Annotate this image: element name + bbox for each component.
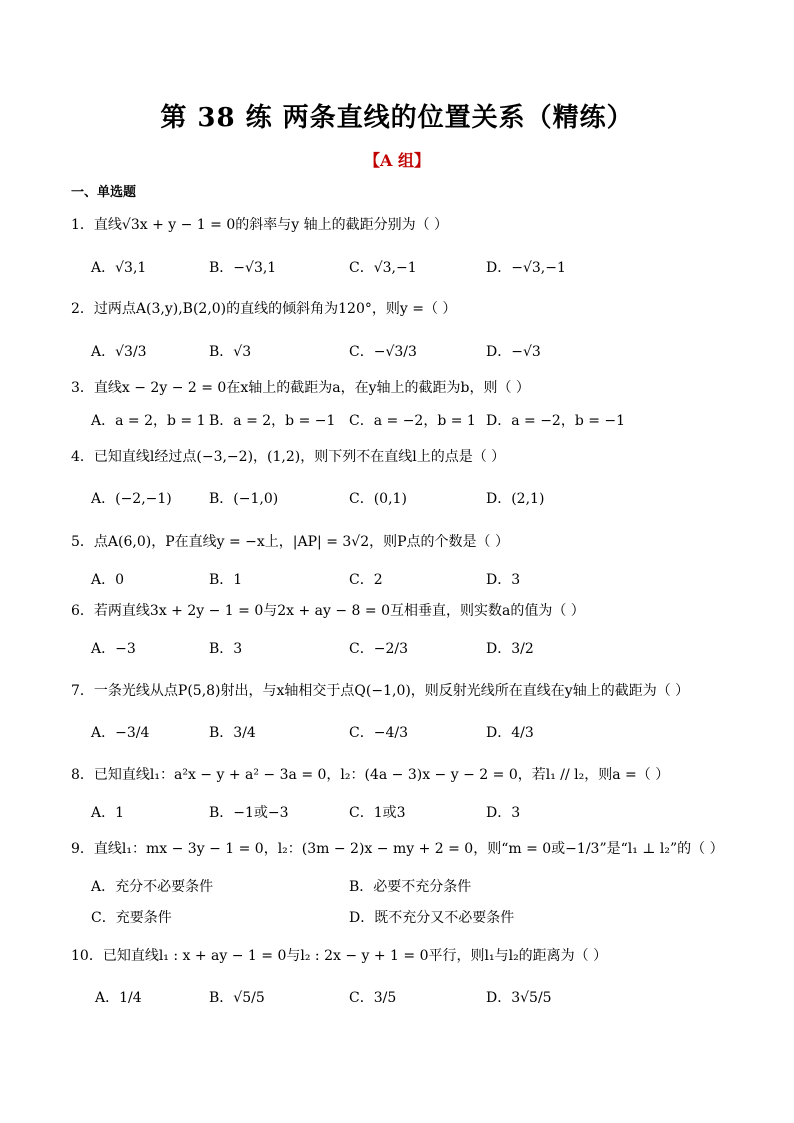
q1-option-b: B．−√3,1 (209, 260, 277, 276)
question-3-stem: 3．直线x − 2y − 2 = 0在x轴上的截距为a，在y轴上的截距为b，则（ ） (71, 380, 530, 396)
question-8-stem: 8．已知直线l₁：a²x − y + a² − 3a = 0，l₂：(4a − 3)x − y − 2 = 0，若l₁ // l₂，则a =（ ） (71, 767, 670, 783)
q2-option-a: A．√3/3 (91, 344, 147, 360)
page-title: 第 38 练 两条直线的位置关系（精练） (160, 103, 634, 133)
q6-option-b: B．3 (209, 641, 243, 657)
q10-option-c: C．3/5 (349, 990, 397, 1006)
q7-option-c: C．−4/3 (349, 725, 408, 741)
section-heading: 一、单选题 (71, 185, 137, 200)
q3-option-a: A．a = 2，b = 1 (91, 413, 206, 429)
question-6-stem: 6．若两直线3x + 2y − 1 = 0与2x + ay − 8 = 0互相垂直，则实数a的值为（ ） (71, 603, 585, 619)
q1-option-c: C．√3,−1 (349, 260, 417, 276)
q7-option-b: B．3/4 (209, 725, 256, 741)
q8-option-b: B．−1或−3 (209, 805, 289, 821)
q8-option-c: C．1或3 (349, 805, 406, 821)
q7-option-a: A．−3/4 (91, 725, 150, 741)
q4-option-b: B．(−1,0) (209, 491, 279, 507)
question-1-stem: 1．直线√3x + y − 1 = 0的斜率与y 轴上的截距分别为（ ） (71, 217, 449, 233)
q9-option-b: B．必要不充分条件 (349, 879, 472, 895)
q10-option-d: D．3√5/5 (486, 990, 552, 1006)
question-7-stem: 7．一条光线从点P(5,8)射出，与x轴相交于点Q(−1,0)，则反射光线所在直线在y轴上的截距为（ ） (71, 683, 690, 699)
q5-option-b: B．1 (209, 572, 243, 588)
q7-option-d: D．4/3 (486, 725, 534, 741)
q5-option-a: A．0 (91, 572, 125, 588)
question-9-stem: 9．直线l₁：mx − 3y − 1 = 0，l₂：(3m − 2)x − my + 2 = 0，则“m = 0或−1/3”是“l₁ ⊥ l₂”的（ ） (71, 841, 724, 857)
q10-option-a: A．1/4 (95, 990, 142, 1006)
q10-option-b: B．√5/5 (209, 990, 265, 1006)
question-10-stem: 10．已知直线l₁ : x + ay − 1 = 0与l₂ : 2x − y + 1 = 0平行，则l₁与l₂的距离为（ ） (71, 948, 608, 964)
q9-option-c: C．充要条件 (91, 910, 172, 926)
q9-option-a: A．充分不必要条件 (91, 879, 214, 895)
question-2-stem: 2．过两点A(3,y),B(2,0)的直线的倾斜角为120°，则y =（ ） (71, 301, 457, 317)
q5-option-d: D．3 (486, 572, 521, 588)
q6-option-d: D．3/2 (486, 641, 534, 657)
q2-option-c: C．−√3/3 (349, 344, 417, 360)
q5-option-c: C．2 (349, 572, 383, 588)
q4-option-d: D．(2,1) (486, 491, 545, 507)
question-5-stem: 5．点A(6,0)，P在直线y = −x上，|AP| = 3√2，则P点的个数是（ ） (71, 534, 509, 550)
q9-option-d: D．既不充分又不必要条件 (349, 910, 515, 926)
q3-option-b: B．a = 2，b = −1 (209, 413, 336, 429)
q1-option-a: A．√3,1 (91, 260, 147, 276)
question-4-stem: 4．已知直线l经过点(−3,−2)，(1,2)，则下列不在直线l上的点是（ ） (71, 449, 506, 465)
q2-option-b: B．√3 (209, 344, 252, 360)
q4-option-a: A．(−2,−1) (91, 491, 172, 507)
q3-option-d: D．a = −2，b = −1 (486, 413, 626, 429)
q8-option-d: D．3 (486, 805, 521, 821)
q3-option-c: C．a = −2，b = 1 (349, 413, 476, 429)
q6-option-c: C．−2/3 (349, 641, 408, 657)
q8-option-a: A．1 (91, 805, 125, 821)
q4-option-c: C．(0,1) (349, 491, 407, 507)
q6-option-a: A．−3 (91, 641, 136, 657)
group-label: 【A 组】 (364, 151, 430, 170)
q2-option-d: D．−√3 (486, 344, 541, 360)
q1-option-d: D．−√3,−1 (486, 260, 566, 276)
